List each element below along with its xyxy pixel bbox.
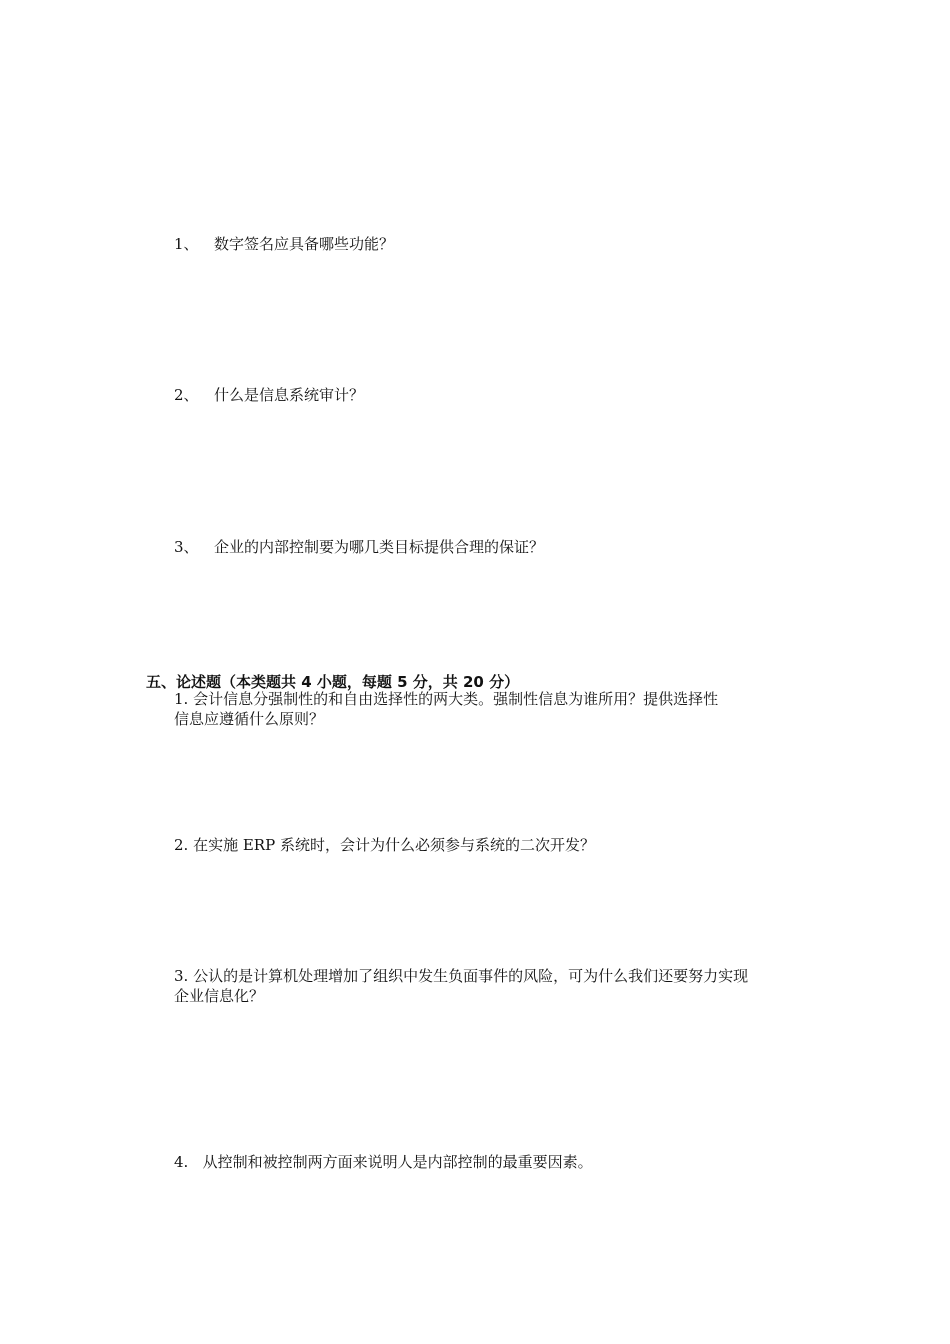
essay-question-4 [174, 1152, 814, 1172]
essay-question-3 [174, 966, 814, 1006]
essay-question-line: 3. 公认的是计算机处理增加了组织中发生负面事件的风险，可为什么我们还要努力实现 [174, 967, 749, 985]
short-question-1 [174, 234, 394, 254]
section-title-essay: 五、论述题（本类题共 4 小题，每题 5 分，共 20 分） [146, 673, 520, 691]
question-number: 1、 [174, 235, 199, 253]
short-question-3 [174, 537, 544, 557]
question-text: 数字签名应具备哪些功能？ [214, 235, 395, 253]
question-number: 3、 [174, 538, 199, 556]
question-number: 2、 [174, 386, 199, 404]
short-question-2 [174, 385, 364, 405]
question-text: 企业的内部控制要为哪几类目标提供合理的保证？ [214, 538, 545, 556]
question-text: 什么是信息系统审计？ [214, 386, 365, 404]
essay-question-line: 企业信息化？ [174, 987, 265, 1005]
essay-question-line: 4. 从控制和被控制两方面来说明人是内部控制的最重要因素。 [174, 1153, 593, 1171]
essay-question-1 [174, 689, 814, 729]
essay-question-line: 1. 会计信息分强制性的和自由选择性的两大类。强制性信息为谁所用？提供选择性 [174, 690, 719, 708]
essay-question-line: 2. 在实施 ERP 系统时，会计为什么必须参与系统的二次开发？ [174, 836, 595, 854]
essay-question-line: 信息应遵循什么原则？ [174, 710, 325, 728]
essay-question-2 [174, 835, 814, 855]
